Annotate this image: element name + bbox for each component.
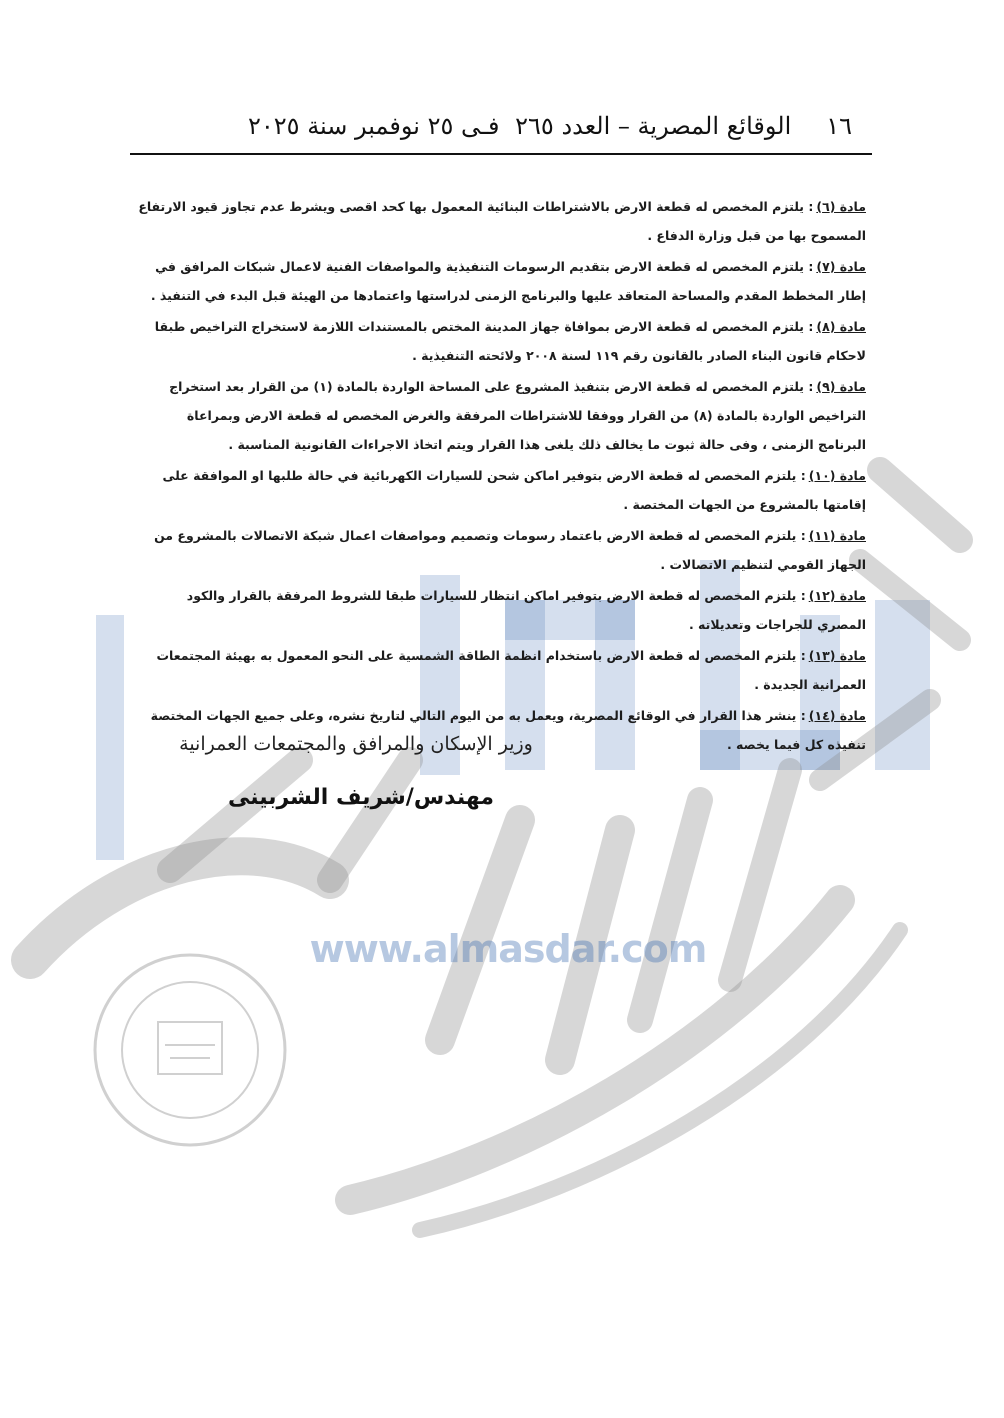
- article-text: : يلتزم المخصص له قطعة الارض بموافاة جهاز المدينة المختص بالمستندات اللازمة لاستخراج التراخيص طبقا لاحكام قانون البناء الصادر بالقانون رقم ١١٩ لسنة ٢٠٠٨ ولائحته التنفيذية .: [154, 319, 866, 363]
- article-label: مادة (١٤): [808, 708, 866, 723]
- article-label: مادة (١٠): [808, 468, 866, 483]
- header-divider: [130, 153, 872, 155]
- article-text: : يلتزم المخصص له قطعة الارض بتنفيذ المشروع على المساحة الواردة بالمادة (١) من القرار بعد استخراج التراخيص الواردة بالمادة (٨) من القرار ووفقا للاشتراطات المرفقة والغرض المخصص له قطعة الارض وبمراعاة البرنامج الزمنى ، وفى حالة ثبوت ما يخالف ذلك يلغى هذا القرار ويتم اتخاذ الاجراءات القانونية المناسبة .: [169, 379, 866, 452]
- article-text: : يلتزم المخصص له قطعة الارض باستخدام انظمة الطاقة الشمسية على النحو المعمول به بهيئة المجتمعات العمرانية الجديدة .: [156, 648, 866, 692]
- article-text: : يلتزم المخصص له قطعة الارض بتقديم الرسومات التنفيذية والمواصفات الفنية لاعمال شبكات المرافق في إطار المخطط المقدم والمساحة المتعاقد عليها والبرنامج الزمنى لدراستها واعتمادها من الهيئة قبل البدء في التنفيذ .: [150, 259, 866, 303]
- article-text: : يلتزم المخصص له قطعة الارض بتوفير اماكن انتظار للسيارات طبقا للشروط المرفقة بالقرار والكود المصري للجراجات وتعديلاته .: [186, 588, 866, 632]
- gazette-header: [130, 112, 872, 152]
- articles-list: [136, 192, 866, 761]
- article-7: [136, 252, 866, 310]
- article-label: مادة (٦): [816, 199, 866, 214]
- article-9: [136, 372, 866, 459]
- article-label: مادة (١١): [808, 528, 866, 543]
- article-label: مادة (٧): [816, 259, 866, 274]
- gazette-date: فـى ٢٥ نوفمبر سنة ٢٠٢٥: [248, 112, 500, 140]
- article-text: : يلتزم المخصص له قطعة الارض بتوفير اماكن شحن للسيارات الكهربائية في حالة طلبها او الموافقة على إقامتها بالمشروع من الجهات المختصة .: [162, 468, 866, 512]
- page-number: ١٦: [826, 112, 852, 140]
- article-12: [136, 581, 866, 639]
- article-text: : يلتزم المخصص له قطعة الارض بالاشتراطات البنائية المعمول بها كحد اقصى ويشرط عدم تجاوز قيود الارتفاع المسموح بها من قبل وزارة الدفاع .: [138, 199, 866, 243]
- gazette-issue: [248, 112, 791, 140]
- article-8: [136, 312, 866, 370]
- article-10: [136, 461, 866, 519]
- article-label: مادة (١٣): [808, 648, 866, 663]
- article-13: [136, 641, 866, 699]
- watermark-url: www.almasdar.com: [309, 927, 707, 971]
- article-6: [136, 192, 866, 250]
- article-label: مادة (٨): [816, 319, 866, 334]
- minister-name: مهندس/شريف الشربينى: [227, 785, 495, 810]
- article-text: : ينشر هذا القرار في الوقائع المصرية، ويعمل به من اليوم التالي لتاريخ نشره، وعلى جميع الجهات المختصة تنفيذه كل فيما يخصه .: [150, 708, 866, 752]
- article-11: [136, 521, 866, 579]
- minister-title: وزير الإسكان والمرافق والمجتمعات العمرانية: [179, 733, 533, 755]
- article-label: مادة (١٢): [808, 588, 866, 603]
- article-text: : يلتزم المخصص له قطعة الارض باعتماد رسومات وتصميم ومواصفات اعمال شبكة الاتصالات بالمشروع من الجهاز القومي لتنظيم الاتصالات .: [154, 528, 866, 572]
- gazette-title: الوقائع المصرية – العدد ٢٦٥: [515, 112, 792, 140]
- article-label: مادة (٩): [816, 379, 866, 394]
